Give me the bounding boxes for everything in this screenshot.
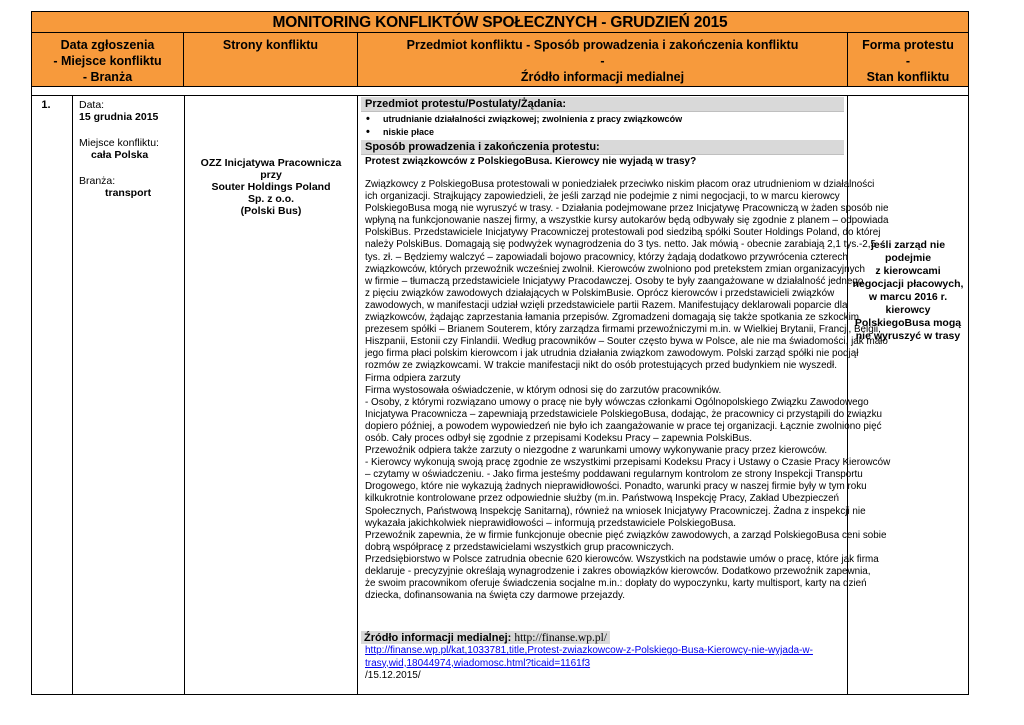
text-line: Społecznych, Państwową Inspekcję Sanitarną), również na wniosek Inicjatywy Pracowniczej. Żadna z inspekcji nie — [365, 505, 866, 517]
date-place-branch-cell — [72, 95, 184, 695]
header-parties — [183, 33, 358, 87]
method-heading: Sposób prowadzenia i zakończenia protestu: — [361, 140, 844, 155]
date-label: Data: — [79, 99, 105, 111]
text-line: w firmie – tłumaczą przedstawiciele Inicjatywy Pracodawczej. Osoby te były zaangażowane w działalność jednego — [365, 275, 864, 287]
form-status-cell — [847, 95, 969, 695]
party-line: przy — [260, 169, 282, 181]
text-line: Przewoźnik zapewnia, że w firmie funkcjonuje obecnie pięć związków zawodowych, a zarząd PolskiegoBusa ceni sobie — [365, 529, 887, 541]
method-title: Protest związkowców z PolskiegoBusa. Kierowcy nie wyjadą w trasy? — [365, 156, 697, 167]
parties-cell — [184, 95, 357, 695]
header-date-place-branch — [31, 33, 184, 87]
subject-cell — [357, 95, 891, 695]
party-line: Souter Holdings Poland — [211, 181, 331, 193]
branch-value: transport — [105, 187, 152, 199]
text-line: osób. Cały proces odbył się zgodnie z przepisami Kodeksu Pracy – zapewnia PolskiBus. — [365, 432, 752, 444]
form-line: podejmie — [884, 252, 932, 264]
text-line: Przedsiębiorstwo w Polsce zatrudnia obecnie 620 kierowców. Wszystkich na podstawie umów o pracę, które jak firma — [365, 553, 879, 565]
source-label — [361, 631, 610, 644]
subject-item: • utrudnianie działalności związkowej; zwolnienia z pracy związkowców — [365, 113, 847, 126]
header-line: Przedmiot konfliktu - Sposób prowadzenia i zakończenia konfliktu — [406, 38, 799, 52]
header-line: - — [600, 54, 605, 68]
source-label-text: Źródło informacji medialnej: — [364, 632, 512, 644]
text-line: tys. zł. – Będziemy walczyć – zapowiadali bojowo pracownicy, którzy żądają dodatkowo przywrócenia czterech — [365, 251, 848, 263]
text-line: wpłyną na funkcjonowanie naszej firmy, a wszystkie kursy autokarów będą odbywały się zgodnie z planem – odpowiada — [365, 215, 889, 227]
source-link-line1[interactable]: http://finanse.wp.pl/kat,1033781,title,Protest-zwiazkowcow-z-Polskiego-Busa-Kierowcy-nie-wyjada-w- — [365, 645, 813, 657]
source-link-line2[interactable]: trasy,wid,18044974,wiadomosc.html?ticaid=1161f3 — [365, 657, 591, 669]
text-line: Hiszpanii, Estonii czy Finlandii. Według pracowników – Souter często bywa w Polsce, ale nie ma świadomości, jak mało — [365, 336, 888, 348]
place-value: cała Polska — [91, 149, 149, 161]
header-separator — [31, 87, 969, 95]
form-line: nie wyruszyć w trasy — [855, 330, 961, 342]
text-line: dziecka, dofinansowania na święta czy darmowe przejazdy. — [365, 590, 625, 602]
article-body — [358, 179, 889, 373]
text-line: ich organizacji. Strajkujący zapowiedzieli, że jeśli zarząd nie podejmie z nimi negocjacji, to w marcu kierowcy — [365, 191, 840, 203]
text-line: Drogowego, które nie wykazują żadnych nieprawidłowości. Ponadto, warunki pracy w naszej firmie były w tym roku — [365, 481, 867, 493]
text-line: Związkowcy z PolskiegoBusa protestowali w poniedziałek przeciwko niskim płacom oraz utrudnieniom w działalności — [365, 179, 875, 190]
form-line: PolskiegoBusa mogą — [854, 317, 962, 329]
form-line: z kierowcami — [875, 265, 941, 277]
text-line: PolskiBus. Przedstawiciele Inicjatywy Pracowniczej protestowali pod siedzibą spółki Souter Holdings Poland, do której — [365, 227, 881, 239]
form-line: w marcu 2016 r. — [868, 291, 948, 303]
text-line: Przewoźnik odpiera także zarzuty o niezgodne z warunkami umowy wykonywanie pracy przez kierowców. — [365, 445, 828, 457]
text-line: - Kierowcy wykonują swoją pracę zgodnie ze wszystkimi przepisami Kodeksu Pracy i Ustawy o Czasie Pracy Kierowców — [365, 457, 891, 469]
header-line: Źródło informacji medialnej — [520, 70, 685, 84]
header-line: Forma protestu — [862, 38, 954, 52]
place-label: Miejsce konfliktu: — [79, 137, 159, 149]
text-line: - Osoby, z którymi rozwiązano umowy o pracę nie były wówczas członkami Ogólnopolskiego Związku Zawodowego — [365, 396, 869, 408]
source-block — [361, 631, 843, 682]
response-body — [358, 384, 891, 603]
text-line: należy PolskiBus. Domagają się podwyżek wynagrodzenia do 3 tys. netto. Jak mówią - obecnie zarabiają 2,1 tys.-2,5 — [365, 239, 877, 251]
text-line: PolskiegoBusa mogą nie wyruszyć w trasy. - Działania podejmowane przez Inicjatywę Pracowniczą w żaden sposób nie — [365, 203, 889, 215]
text-line: jego firma płaci polskim kierowcom i jak utrudnia działania związkom zawodowym. Polski zarząd spółki nie podjął — [365, 348, 859, 360]
header-line: Strony konfliktu — [222, 38, 319, 52]
form-line: jeśli zarząd nie — [870, 239, 946, 251]
response-heading: Firma odpiera zarzuty — [365, 372, 461, 384]
text-line: Firma wystosowała oświadczenie, w którym odnosi się do zarzutów pracowników. — [365, 384, 722, 396]
subject-item: • niskie płace — [365, 126, 847, 139]
text-line: deklaruje - precyzyjnie określają wynagrodzenie i zakres obowiązków kierowców. Dodatkowo przewoźnik zapewnia, — [365, 566, 871, 577]
party-line: OZZ Inicjatywa Pracownicza — [200, 157, 342, 169]
header-line: - Branża — [82, 70, 133, 84]
text-line: zawodowych, w manifestacji udział wzięli przedstawiciele partii Razem. Manifestujący deklarowali poparcie dla — [365, 299, 848, 311]
subject-heading: Przedmiot protestu/Postulaty/Żądania: — [361, 97, 844, 112]
text-line: wykazała jakichkolwiek nieprawidłowości – informują przedstawiciele PolskiegoBusa. — [365, 517, 737, 529]
text-line: kilkukrotnie kontrolowane przez odpowiednie służby (m.in. Państwową Inspekcję Pracy, Zakład Ubezpieczeń — [365, 493, 840, 505]
form-line: kierowcy — [885, 304, 931, 316]
text-line: z pięciu związków zawodowych działających w PolskimBusie. Oprócz kierowców i przedstawicieli związków — [365, 287, 835, 299]
text-line: dobrą współpracę z przedstawicielami wszystkich grup pracowniczych. — [365, 541, 674, 553]
subject-list — [358, 113, 847, 139]
text-line: prezesem spółki – Brianem Souterem, który zarządza firmami przewoźniczymi m.in. w Wielkiej Brytanii, Francji, Belgii, — [365, 324, 881, 336]
row-number: 1. — [41, 99, 51, 111]
header-line: - — [905, 54, 911, 68]
row-number-cell — [31, 95, 72, 695]
text-line: – czytamy w oświadczeniu. - Jako firma jesteśmy poddawani regularnym kontrolom ze strony Inspekcji Transportu — [365, 469, 863, 481]
form-line: negocjacji płacowych, — [852, 278, 964, 290]
text-line: Inicjatywa Pracownicza – zapewniają przedstawiciele PolskiegoBusa, dodając, że pracownicy ci przystąpili do związku — [365, 408, 883, 420]
party-line: (Polski Bus) — [240, 205, 302, 217]
text-line: rozmów ze związkowcami. W trakcie manifestacji nikt do osób protestujących przed budynkiem nie wyszedł. — [365, 360, 837, 372]
date-value: 15 grudnia 2015 — [79, 111, 159, 123]
text-line: dopiero później, a powodem wypowiedzeń nie było ich zaangażowanie w prace tej organizacji. Łącznie zwolniono pięć — [365, 420, 882, 432]
source-date: /15.12.2015/ — [365, 669, 421, 681]
header-line: Stan konfliktu — [866, 70, 950, 84]
header-form — [847, 33, 969, 87]
header-subject — [357, 33, 848, 87]
text-line: związkowców, żądając zaprzestania łamania przepisów. Zgromadzeni domagają się także spotkania ze szkockim — [365, 312, 859, 324]
header-line: Data zgłoszenia — [60, 38, 155, 52]
source-site: http://finanse.wp.pl/ — [514, 632, 607, 644]
party-line: Sp. z o.o. — [247, 193, 295, 205]
text-line: związkowców, których przewoźnik wcześniej zwolnił. Kierowców zwolniono pod pretekstem zmian organizacyjnych — [365, 263, 865, 275]
text-line: że swoim pracownikom oferuje świadczenia socjalne m.in.: dopłaty do wypoczynku, karty multisport, karty na dzień — [365, 578, 867, 590]
header-line: - Miejsce konfliktu — [53, 54, 162, 68]
branch-label: Branża: — [79, 175, 116, 187]
page-title: MONITORING KONFLIKTÓW SPOŁECZNYCH - GRUDZIEŃ 2015 — [31, 11, 969, 33]
